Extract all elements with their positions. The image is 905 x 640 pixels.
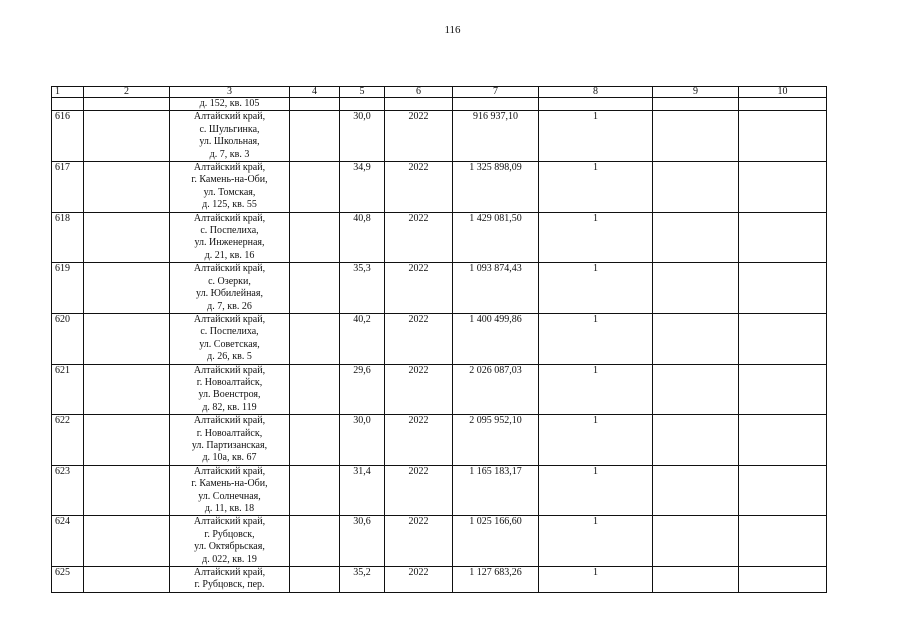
cell-price: 916 937,10 bbox=[453, 111, 539, 162]
cell-price: 1 093 874,43 bbox=[453, 263, 539, 314]
cell-year: 2022 bbox=[385, 263, 453, 314]
cell-year: 2022 bbox=[385, 111, 453, 162]
cell-col4 bbox=[290, 567, 340, 593]
column-header: 5 bbox=[340, 87, 385, 98]
cell-col9 bbox=[653, 162, 739, 213]
cell-year: 2022 bbox=[385, 212, 453, 263]
table-row bbox=[52, 263, 827, 314]
cell-qty: 1 bbox=[539, 364, 653, 415]
cell-address: Алтайский край, г. Камень-на-Оби, ул. Томская, д. 125, кв. 55 bbox=[170, 162, 290, 213]
cell-year: 2022 bbox=[385, 364, 453, 415]
cell-year: 2022 bbox=[385, 313, 453, 364]
column-header: 7 bbox=[453, 87, 539, 98]
table-row bbox=[52, 212, 827, 263]
cell-col2 bbox=[84, 212, 170, 263]
cell-col9 bbox=[653, 111, 739, 162]
cell-num: 619 bbox=[52, 263, 84, 314]
cell-num: 622 bbox=[52, 415, 84, 466]
cell-col2 bbox=[84, 465, 170, 516]
cell-area: 40,8 bbox=[340, 212, 385, 263]
cell-qty: 1 bbox=[539, 516, 653, 567]
cell-col4 bbox=[290, 263, 340, 314]
cell-col9 bbox=[653, 465, 739, 516]
cell-col4 bbox=[290, 111, 340, 162]
cell-qty: 1 bbox=[539, 313, 653, 364]
cell-col10 bbox=[739, 313, 827, 364]
cell-price: 2 026 087,03 bbox=[453, 364, 539, 415]
table-row bbox=[52, 465, 827, 516]
column-header: 1 bbox=[52, 87, 84, 98]
cell-price: 2 095 952,10 bbox=[453, 415, 539, 466]
cell-area: 31,4 bbox=[340, 465, 385, 516]
table-row bbox=[52, 364, 827, 415]
cell-col2 bbox=[84, 567, 170, 593]
cell-address: Алтайский край, с. Озерки, ул. Юбилейная, д. 7, кв. 26 bbox=[170, 263, 290, 314]
column-header: 6 bbox=[385, 87, 453, 98]
cell-address: Алтайский край, г. Рубцовск, пер. bbox=[170, 567, 290, 593]
cell-col4 bbox=[290, 162, 340, 213]
cell-address: Алтайский край, г. Рубцовск, ул. Октябрьская, д. 022, кв. 19 bbox=[170, 516, 290, 567]
cell-qty: 1 bbox=[539, 465, 653, 516]
cell-col2 bbox=[84, 516, 170, 567]
cell-col10 bbox=[739, 364, 827, 415]
cell-col4 bbox=[290, 313, 340, 364]
cell-area: 30,0 bbox=[340, 415, 385, 466]
cell-qty: 1 bbox=[539, 567, 653, 593]
cell-col2 bbox=[84, 162, 170, 213]
cell-area: 35,3 bbox=[340, 263, 385, 314]
cell-col9 bbox=[653, 98, 739, 111]
cell-num: 621 bbox=[52, 364, 84, 415]
cell-col10 bbox=[739, 465, 827, 516]
cell-col10 bbox=[739, 162, 827, 213]
cell-year: 2022 bbox=[385, 162, 453, 213]
cell-col9 bbox=[653, 364, 739, 415]
cell-price: 1 429 081,50 bbox=[453, 212, 539, 263]
cell-address: Алтайский край, г. Камень-на-Оби, ул. Солнечная, д. 11, кв. 18 bbox=[170, 465, 290, 516]
column-header-row bbox=[52, 87, 827, 98]
cell-qty: 1 bbox=[539, 263, 653, 314]
cell-num: 625 bbox=[52, 567, 84, 593]
page-number: 116 bbox=[444, 24, 461, 36]
cell-year: 2022 bbox=[385, 415, 453, 466]
cell-qty: 1 bbox=[539, 415, 653, 466]
cell-col9 bbox=[653, 212, 739, 263]
cell-price: 1 165 183,17 bbox=[453, 465, 539, 516]
cell-num: 616 bbox=[52, 111, 84, 162]
cell-col2 bbox=[84, 364, 170, 415]
cell-qty bbox=[539, 98, 653, 111]
cell-col9 bbox=[653, 263, 739, 314]
cell-area bbox=[340, 98, 385, 111]
cell-col10 bbox=[739, 212, 827, 263]
cell-price: 1 025 166,60 bbox=[453, 516, 539, 567]
cell-col10 bbox=[739, 263, 827, 314]
table-row bbox=[52, 415, 827, 466]
cell-col4 bbox=[290, 465, 340, 516]
cell-year: 2022 bbox=[385, 516, 453, 567]
cell-col2 bbox=[84, 313, 170, 364]
cell-area: 30,0 bbox=[340, 111, 385, 162]
cell-price: 1 325 898,09 bbox=[453, 162, 539, 213]
column-header: 10 bbox=[739, 87, 827, 98]
cell-col10 bbox=[739, 567, 827, 593]
cell-col2 bbox=[84, 111, 170, 162]
cell-col4 bbox=[290, 516, 340, 567]
cell-qty: 1 bbox=[539, 212, 653, 263]
cell-col9 bbox=[653, 567, 739, 593]
cell-col10 bbox=[739, 516, 827, 567]
table-row bbox=[52, 516, 827, 567]
cell-year bbox=[385, 98, 453, 111]
cell-col2 bbox=[84, 263, 170, 314]
cell-price: 1 127 683,26 bbox=[453, 567, 539, 593]
cell-col2 bbox=[84, 415, 170, 466]
cell-area: 30,6 bbox=[340, 516, 385, 567]
property-registry-table bbox=[51, 86, 827, 593]
cell-num: 623 bbox=[52, 465, 84, 516]
cell-col10 bbox=[739, 415, 827, 466]
cell-address: Алтайский край, с. Поспелиха, ул. Советская, д. 26, кв. 5 bbox=[170, 313, 290, 364]
column-header: 9 bbox=[653, 87, 739, 98]
cell-price bbox=[453, 98, 539, 111]
cell-col9 bbox=[653, 313, 739, 364]
cell-col4 bbox=[290, 98, 340, 111]
column-header: 2 bbox=[84, 87, 170, 98]
cell-col10 bbox=[739, 98, 827, 111]
cell-area: 34,9 bbox=[340, 162, 385, 213]
cell-qty: 1 bbox=[539, 162, 653, 213]
cell-num: 624 bbox=[52, 516, 84, 567]
cell-address: Алтайский край, с. Поспелиха, ул. Инженерная, д. 21, кв. 16 bbox=[170, 212, 290, 263]
table-row bbox=[52, 162, 827, 213]
column-header: 8 bbox=[539, 87, 653, 98]
cell-col4 bbox=[290, 415, 340, 466]
cell-area: 29,6 bbox=[340, 364, 385, 415]
table-row bbox=[52, 313, 827, 364]
cell-col10 bbox=[739, 111, 827, 162]
cell-area: 35,2 bbox=[340, 567, 385, 593]
cell-col4 bbox=[290, 212, 340, 263]
cell-address: Алтайский край, г. Новоалтайск, ул. Военстроя, д. 82, кв. 119 bbox=[170, 364, 290, 415]
cell-col9 bbox=[653, 415, 739, 466]
cell-col4 bbox=[290, 364, 340, 415]
cell-num: 620 bbox=[52, 313, 84, 364]
cell-address: Алтайский край, г. Новоалтайск, ул. Партизанская, д. 10а, кв. 67 bbox=[170, 415, 290, 466]
cell-price: 1 400 499,86 bbox=[453, 313, 539, 364]
cell-address: д. 152, кв. 105 bbox=[170, 98, 290, 111]
cell-year: 2022 bbox=[385, 567, 453, 593]
cell-col9 bbox=[653, 516, 739, 567]
cell-address: Алтайский край, с. Шульгинка, ул. Школьная, д. 7, кв. 3 bbox=[170, 111, 290, 162]
column-header: 3 bbox=[170, 87, 290, 98]
cell-num: 618 bbox=[52, 212, 84, 263]
table-row bbox=[52, 567, 827, 593]
cell-col2 bbox=[84, 98, 170, 111]
table-row bbox=[52, 111, 827, 162]
cell-num: 617 bbox=[52, 162, 84, 213]
column-header: 4 bbox=[290, 87, 340, 98]
cell-area: 40,2 bbox=[340, 313, 385, 364]
continuation-row bbox=[52, 98, 827, 111]
cell-num bbox=[52, 98, 84, 111]
cell-year: 2022 bbox=[385, 465, 453, 516]
cell-qty: 1 bbox=[539, 111, 653, 162]
